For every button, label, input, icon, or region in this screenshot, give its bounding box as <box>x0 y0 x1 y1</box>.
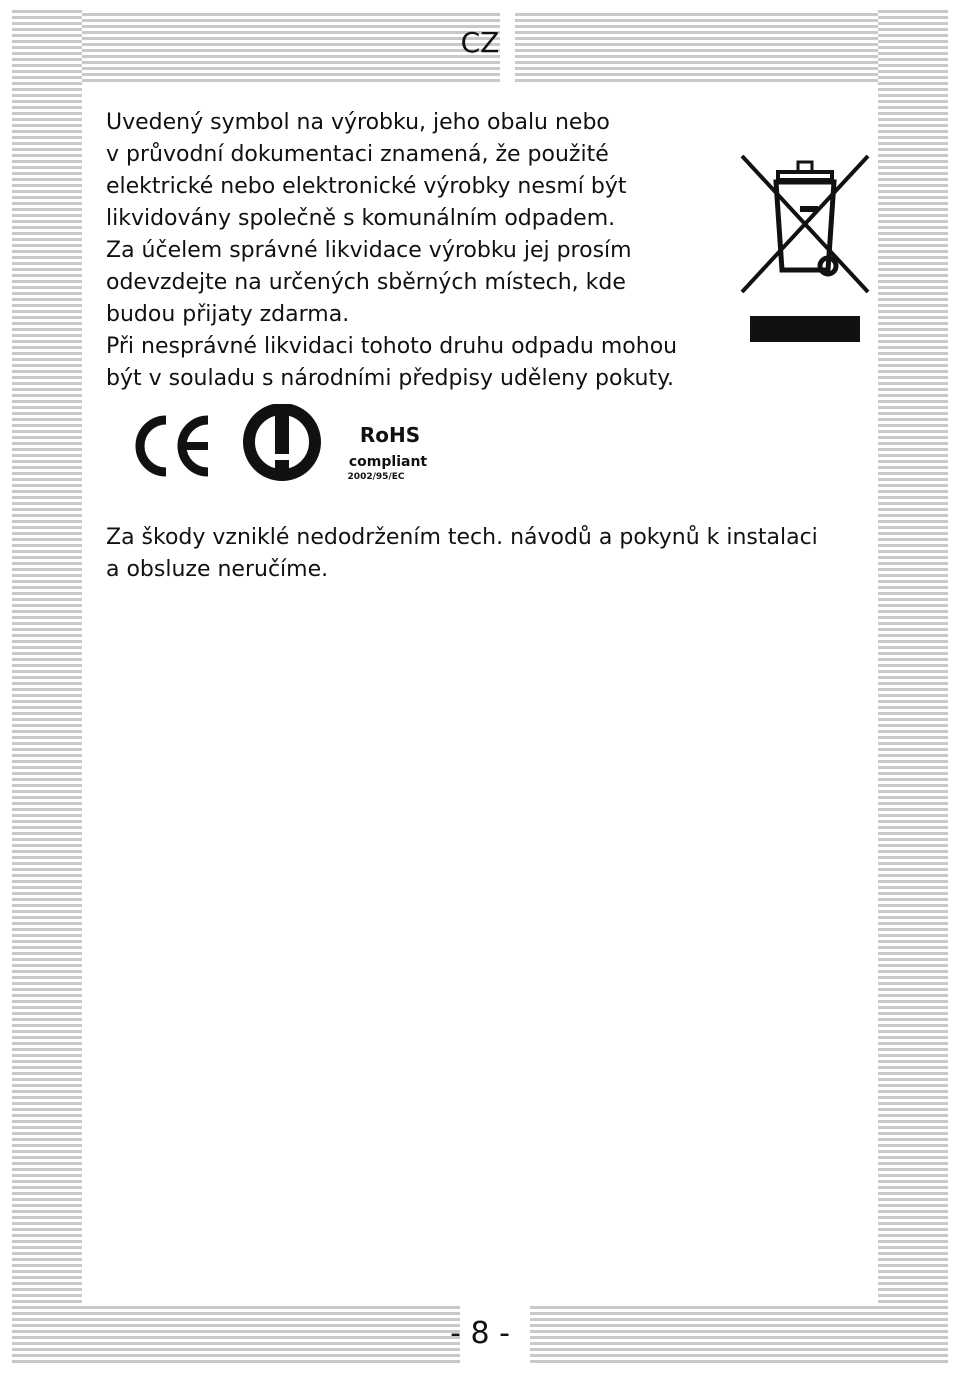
disposal-text <box>106 107 726 395</box>
rohs-code: 2002/95/EC <box>347 472 405 482</box>
certification-logos <box>128 404 448 496</box>
bottom-stripe-border-right <box>530 1305 878 1363</box>
ce-mark-icon <box>140 420 208 472</box>
text-line: likvidovány společně s komunálním odpadem. <box>106 206 616 231</box>
restriction-mark-icon <box>249 409 315 475</box>
text-line: Uvedený symbol na výrobku, jeho obalu nebo <box>106 110 610 135</box>
text-line: a obsluze neručíme. <box>106 557 329 582</box>
text-line: budou přijaty zdarma. <box>106 302 350 327</box>
rohs-subtitle: compliant <box>348 454 428 470</box>
text-line: být v souladu s národními předpisy uděleny pokuty. <box>106 366 674 391</box>
text-line: Za škody vzniklé nedodržením tech. návodů a pokynů k instalaci <box>106 525 818 550</box>
top-stripe-border <box>82 10 500 82</box>
rohs-title: RoHS <box>359 423 421 447</box>
right-stripe-border <box>878 10 948 1363</box>
page-number: - 8 - <box>450 1316 510 1351</box>
text-line: v průvodní dokumentaci znamená, že použité <box>106 142 609 167</box>
text-line: Za účelem správné likvidace výrobku jej prosím <box>106 238 632 263</box>
top-stripe-border-right <box>515 10 878 82</box>
bottom-stripe-border <box>82 1305 460 1363</box>
text-line: Při nesprávné likvidaci tohoto druhu odpadu mohou <box>106 334 678 359</box>
text-line: odevzdejte na určených sběrných místech, kde <box>106 270 626 295</box>
weee-crossed-bin-icon <box>736 150 874 350</box>
language-label: CZ <box>460 26 500 59</box>
liability-note <box>106 522 886 586</box>
left-stripe-border <box>12 10 82 1363</box>
text-line: elektrické nebo elektronické výrobky nesmí být <box>106 174 627 199</box>
